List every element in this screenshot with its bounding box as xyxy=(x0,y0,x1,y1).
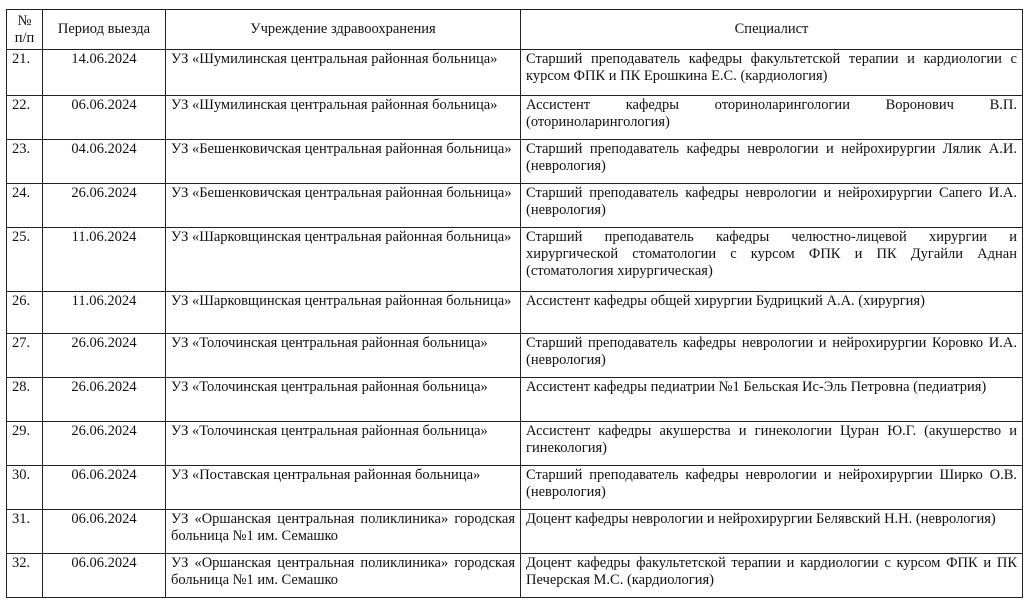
row-institution: УЗ «Шарковщинская центральная районная больница» xyxy=(166,228,521,292)
row-institution: УЗ «Бешенковичская центральная районная больница» xyxy=(166,184,521,228)
row-institution: УЗ «Шарковщинская центральная районная больница» xyxy=(166,292,521,334)
table-row xyxy=(7,184,1023,228)
row-number: 30. xyxy=(7,466,43,510)
row-number: 22. xyxy=(7,96,43,140)
table-row xyxy=(7,378,1023,422)
row-specialist: Ассистент кафедры оториноларингологии Воронович В.П. (оториноларингология) xyxy=(521,96,1023,140)
row-date: 06.06.2024 xyxy=(43,554,166,598)
row-number: 29. xyxy=(7,422,43,466)
row-date: 26.06.2024 xyxy=(43,334,166,378)
row-date: 11.06.2024 xyxy=(43,228,166,292)
row-date: 04.06.2024 xyxy=(43,140,166,184)
table-row xyxy=(7,96,1023,140)
table-row xyxy=(7,510,1023,554)
table-row xyxy=(7,140,1023,184)
table-row xyxy=(7,292,1023,334)
schedule-table xyxy=(6,9,1023,598)
row-number: 27. xyxy=(7,334,43,378)
row-institution: УЗ «Шумилинская центральная районная больница» xyxy=(166,96,521,140)
row-number: 28. xyxy=(7,378,43,422)
row-date: 06.06.2024 xyxy=(43,510,166,554)
table-row xyxy=(7,466,1023,510)
row-date: 14.06.2024 xyxy=(43,50,166,96)
table-row xyxy=(7,50,1023,96)
row-number: 23. xyxy=(7,140,43,184)
row-specialist: Ассистент кафедры педиатрии №1 Бельская Ис-Эль Петровна (педиатрия) xyxy=(521,378,1023,422)
row-specialist: Старший преподаватель кафедры челюстно-лицевой хирургии и хирургической стоматологии с курсом ФПК и ПК Дугайли Аднан (стоматология хирургическая) xyxy=(521,228,1023,292)
header-period: Период выезда xyxy=(43,10,166,50)
row-date: 26.06.2024 xyxy=(43,184,166,228)
header-specialist: Специалист xyxy=(521,10,1023,50)
row-specialist: Старший преподаватель кафедры неврологии и нейрохирургии Ширко О.В.(неврология) xyxy=(521,466,1023,510)
row-institution: УЗ «Толочинская центральная районная больница» xyxy=(166,334,521,378)
table-row xyxy=(7,554,1023,598)
row-institution: УЗ «Толочинская центральная районная больница» xyxy=(166,378,521,422)
table-row xyxy=(7,334,1023,378)
row-specialist: Старший преподаватель кафедры неврологии и нейрохирургии Коровко И.А. (неврология) xyxy=(521,334,1023,378)
row-date: 06.06.2024 xyxy=(43,466,166,510)
header-num: № п/п xyxy=(7,10,43,50)
row-institution: УЗ «Оршанская центральная поликлиника» городская больница №1 им. Семашко xyxy=(166,510,521,554)
row-number: 31. xyxy=(7,510,43,554)
row-specialist: Старший преподаватель кафедры факультетской терапии и кардиологии с курсом ФПК и ПК Ерошкина Е.С. (кардиология) xyxy=(521,50,1023,96)
row-specialist: Доцент кафедры неврологии и нейрохирургии Белявский Н.Н. (неврология) xyxy=(521,510,1023,554)
row-number: 21. xyxy=(7,50,43,96)
row-specialist: Ассистент кафедры общей хирургии Будрицкий А.А. (хирургия) xyxy=(521,292,1023,334)
row-specialist: Старший преподаватель кафедры неврологии и нейрохирургии Сапего И.А. (неврология) xyxy=(521,184,1023,228)
row-institution: УЗ «Шумилинская центральная районная больница» xyxy=(166,50,521,96)
row-number: 24. xyxy=(7,184,43,228)
row-specialist: Старший преподаватель кафедры неврологии и нейрохирургии Лялик А.И. (неврология) xyxy=(521,140,1023,184)
row-date: 06.06.2024 xyxy=(43,96,166,140)
row-institution: УЗ «Толочинская центральная районная больница» xyxy=(166,422,521,466)
header-institution: Учреждение здравоохранения xyxy=(166,10,521,50)
row-specialist: Ассистент кафедры акушерства и гинекологии Цуран Ю.Г. (акушерство и гинекология) xyxy=(521,422,1023,466)
row-date: 11.06.2024 xyxy=(43,292,166,334)
table-row xyxy=(7,422,1023,466)
row-number: 32. xyxy=(7,554,43,598)
row-number: 26. xyxy=(7,292,43,334)
row-date: 26.06.2024 xyxy=(43,378,166,422)
row-institution: УЗ «Поставская центральная районная больница» xyxy=(166,466,521,510)
table-row xyxy=(7,228,1023,292)
row-institution: УЗ «Бешенковичская центральная районная больница» xyxy=(166,140,521,184)
row-date: 26.06.2024 xyxy=(43,422,166,466)
header-row xyxy=(7,10,1023,50)
row-specialist: Доцент кафедры факультетской терапии и кардиологии с курсом ФПК и ПК Печерская М.С. (кардиология) xyxy=(521,554,1023,598)
row-institution: УЗ «Оршанская центральная поликлиника» городская больница №1 им. Семашко xyxy=(166,554,521,598)
row-number: 25. xyxy=(7,228,43,292)
